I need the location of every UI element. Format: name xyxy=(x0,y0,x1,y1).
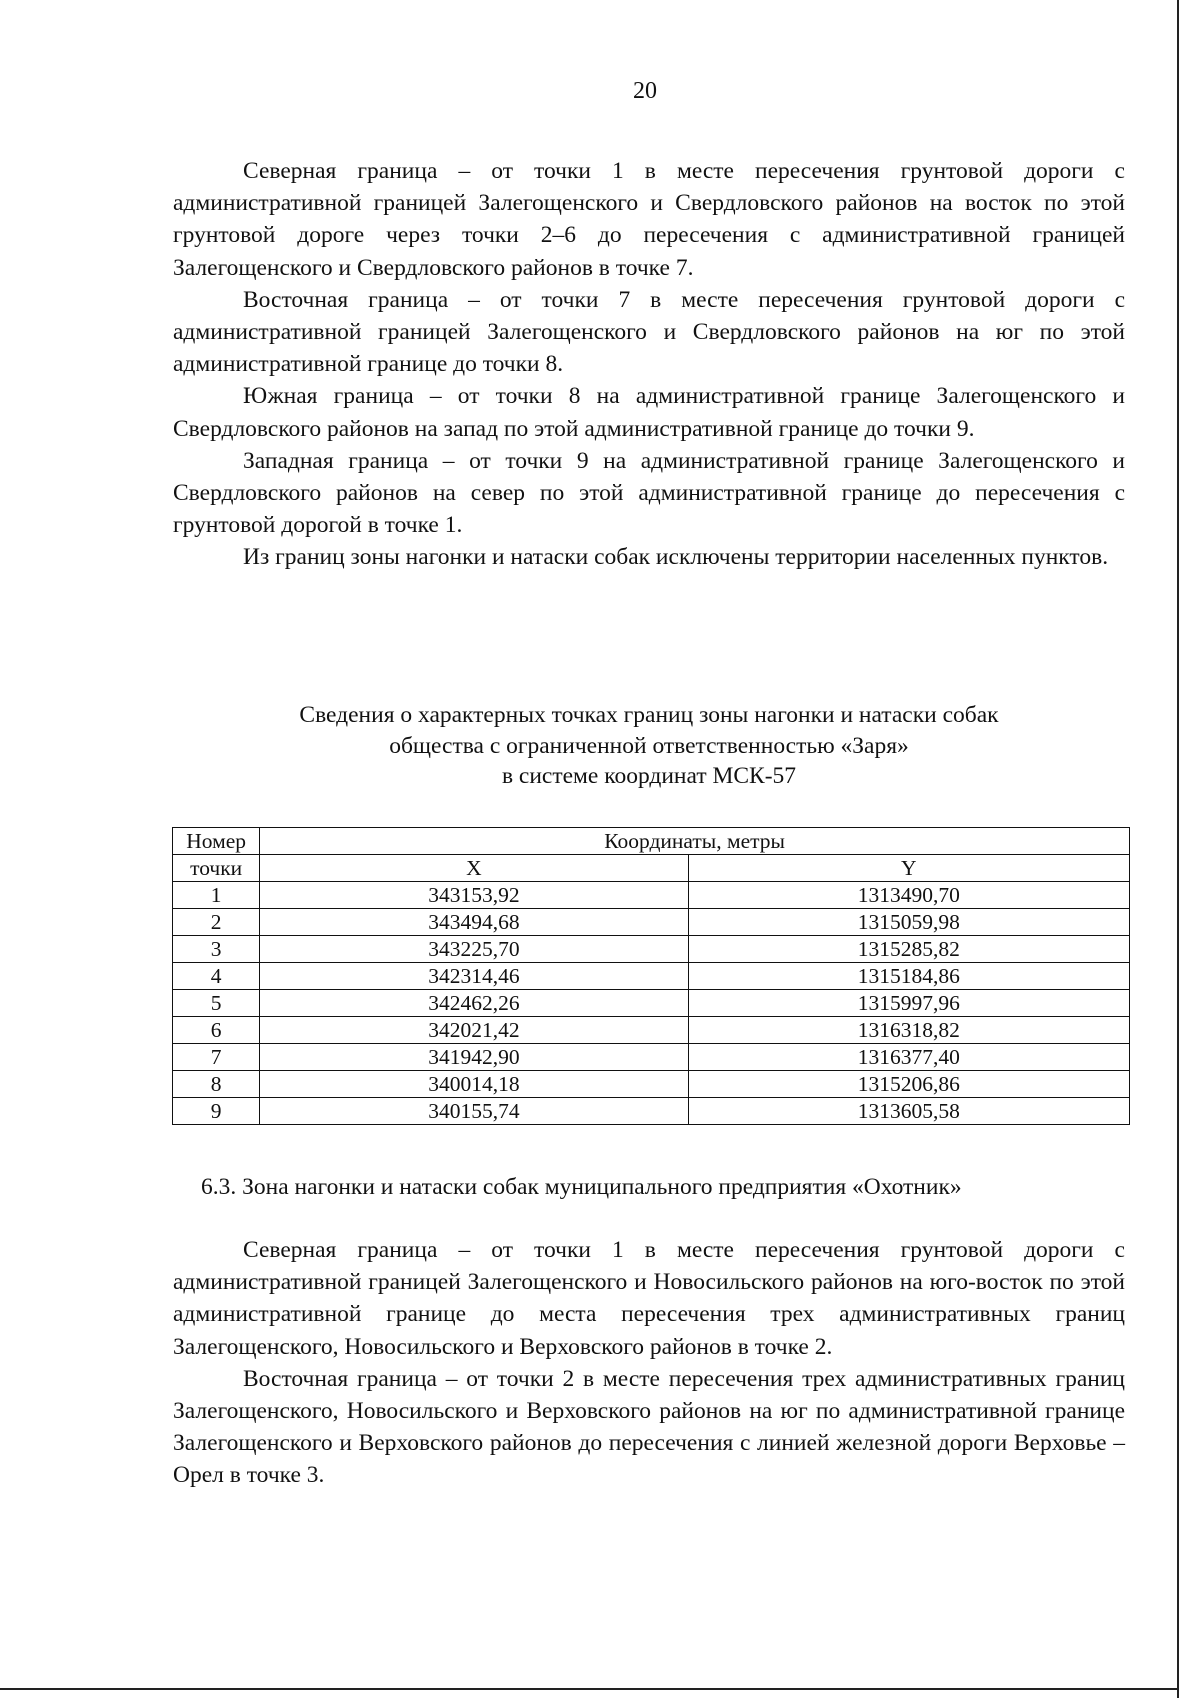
cell-point: 2 xyxy=(173,909,260,936)
table-row xyxy=(173,1071,1130,1098)
table-row xyxy=(173,909,1130,936)
table-row xyxy=(173,1098,1130,1125)
table-header-row xyxy=(173,828,1130,855)
paragraph-north-boundary: Северная граница – от точки 1 в месте пересечения грунтовой дороги с административной границей Залегощенского и Новосильского районов на юго-восток по этой административной границе до места пересечения трех административных границ Залегощенского, Новосильского и Верховского районов в точке 2. xyxy=(173,1237,1125,1360)
table-header-row xyxy=(173,855,1130,882)
page-number: 20 xyxy=(633,78,657,104)
cell-x: 341942,90 xyxy=(260,1044,688,1071)
table-row xyxy=(173,936,1130,963)
section-2-text xyxy=(173,1234,1125,1492)
paragraph-north-boundary: Северная граница – от точки 1 в месте пересечения грунтовой дороги с административной границей Залегощенского и Свердловского районов на восток по этой грунтовой дороге через точки 2–6 до пересечения с административной границей Залегощенского и Свердловского районов в точке 7. xyxy=(173,158,1125,281)
cell-y: 1315184,86 xyxy=(688,963,1129,990)
coordinates-table xyxy=(172,827,1130,1125)
table-caption-line: общества с ограниченной ответственностью «Заря» xyxy=(389,732,909,759)
cell-point: 6 xyxy=(173,1017,260,1044)
paragraph-west-boundary: Западная граница – от точки 9 на административной границе Залегощенского и Свердловского районов на север по этой административной границе до пересечения с грунтовой дорогой в точке 1. xyxy=(173,447,1125,539)
cell-point: 1 xyxy=(173,882,260,909)
cell-x: 342021,42 xyxy=(260,1017,688,1044)
cell-y: 1315059,98 xyxy=(688,909,1129,936)
header-coordinates: Координаты, метры xyxy=(260,828,1130,855)
cell-x: 343153,92 xyxy=(260,882,688,909)
cell-x: 343225,70 xyxy=(260,936,688,963)
section-1-text xyxy=(173,155,1125,574)
page-edge-right xyxy=(1177,0,1179,1698)
header-y: Y xyxy=(688,855,1129,882)
table-row xyxy=(173,882,1130,909)
cell-x: 343494,68 xyxy=(260,909,688,936)
table-row xyxy=(173,990,1130,1017)
cell-y: 1315997,96 xyxy=(688,990,1129,1017)
table-caption-line: в системе координат МСК-57 xyxy=(501,763,797,789)
table-row xyxy=(173,1017,1130,1044)
cell-point: 3 xyxy=(173,936,260,963)
cell-x: 342462,26 xyxy=(260,990,688,1017)
cell-point: 9 xyxy=(173,1098,260,1125)
paragraph-south-boundary: Южная граница – от точки 8 на административной границе Залегощенского и Свердловского районов на запад по этой административной границе до точки 9. xyxy=(173,383,1125,442)
cell-y: 1316318,82 xyxy=(688,1017,1129,1044)
cell-point: 7 xyxy=(173,1044,260,1071)
cell-y: 1315285,82 xyxy=(688,936,1129,963)
cell-x: 340155,74 xyxy=(260,1098,688,1125)
page-edge-bottom xyxy=(0,1688,1179,1690)
paragraph-east-boundary: Восточная граница – от точки 2 в месте пересечения трех административных границ Залегощенского, Новосильского и Верховского районов на юг по административной границе Залегощенского и Верховского районов до пересечения с линией железной дороги Верховье – Орел в точке 3. xyxy=(173,1365,1125,1489)
paragraph-exclusions: Из границ зоны нагонки и натаски собак исключены территории населенных пунктов. xyxy=(243,544,1109,571)
header-point-number: Номер xyxy=(173,828,260,855)
cell-point: 4 xyxy=(173,963,260,990)
table-caption-line: Сведения о характерных точках границ зоны нагонки и натаски собак xyxy=(299,702,999,728)
paragraph-east-boundary: Восточная граница – от точки 7 в месте пересечения грунтовой дороги с административной границей Залегощенского и Свердловского районов на юг по этой административной границе до точки 8. xyxy=(173,286,1125,378)
cell-y: 1313490,70 xyxy=(688,882,1129,909)
cell-point: 5 xyxy=(173,990,260,1017)
table-caption xyxy=(173,700,1125,792)
cell-x: 342314,46 xyxy=(260,963,688,990)
table-row xyxy=(173,963,1130,990)
cell-y: 1315206,86 xyxy=(688,1071,1129,1098)
cell-x: 340014,18 xyxy=(260,1071,688,1098)
header-x: X xyxy=(260,855,688,882)
cell-y: 1316377,40 xyxy=(688,1044,1129,1071)
header-point-number-cont: точки xyxy=(173,855,260,882)
section-heading: 6.3. Зона нагонки и натаски собак муниципального предприятия «Охотник» xyxy=(201,1174,962,1200)
table-row xyxy=(173,1044,1130,1071)
cell-y: 1313605,58 xyxy=(688,1098,1129,1125)
cell-point: 8 xyxy=(173,1071,260,1098)
